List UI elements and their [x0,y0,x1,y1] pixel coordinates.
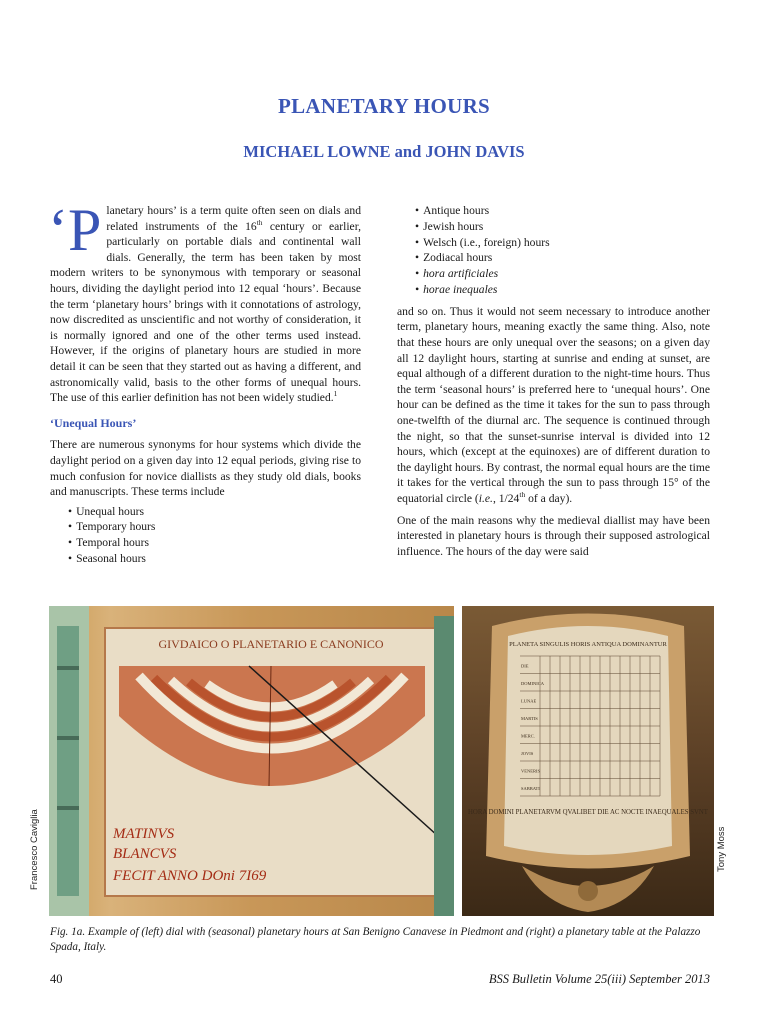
list-item: • horae inequales [415,282,710,298]
sundial-illustration [49,606,454,916]
footnote-marker: 1 [333,389,338,399]
journal-footer: BSS Bulletin Volume 25(iii) September 2013 [488,972,710,986]
table-lower-inscription: HORA DOMINI PLANETARVM QVALIBET DIE AC NOCTE INAEQUALES SVNT [468,809,708,816]
drop-cap: ‘P [48,197,102,263]
table-header: PLANETA SINGULIS HORIS ANTIQUA DOMINANTUR [509,641,667,648]
list-item: • Zodiacal hours [415,250,710,266]
para-text-c: of a day). [525,491,573,505]
table-day-label: MARTIS [521,715,538,721]
para-superscript: th [519,490,526,500]
photo-credit-left: Francesco Caviglia [29,809,40,890]
left-column [48,197,361,567]
table-day-label: JOVIS [521,750,534,756]
table-day-label: DIE [521,663,529,669]
list-item: • hora artificiales [415,266,710,282]
intro-text-b: century or earlier, particularly on portable dials and continental wall dials. Generally, the term has been taken by most modern writers to be synonymous with temporary or seasonal hours, dividing the daylight period into 12 equal ‘hours’. Because the term ‘planetary hours’ brings with it connotations of astrology, now discredited as unscientific and not worthy of consideration, it is normally ignored and one of the other terms used instead. However, if the origins of planetary hours are studied in more detail it can be seen that they started out as having a different, and astronomically valid, basis to the other forms of unequal hours. The use of this earlier definition has not been widely studied. [50,219,361,405]
intro-text-a: lanetary hours’ is a term quite often seen on dials and related instruments of the 16 [106,204,361,233]
figure-caption [50,925,715,955]
table-day-label: LUNAE [521,698,537,704]
article-authors: MICHAEL LOWNE and JOHN DAVIS [243,142,525,161]
list-item: • Jewish hours [415,219,710,235]
dial-signature-3: FECIT ANNO DOni 7I69 [113,868,267,884]
section-heading: ‘Unequal Hours’ [50,415,137,430]
list-item: • Welsch (i.e., foreign) hours [415,235,710,251]
terms-list-continued [397,203,710,298]
list-item: • Seasonal hours [68,551,361,567]
sundial-photo [49,606,454,916]
table-day-label: SABBATI [521,785,540,791]
ie-abbrev: i.e. [478,491,493,505]
figure-label: Fig. 1a. [50,926,86,938]
terms-list [50,504,361,567]
list-item: • Unequal hours [68,504,361,520]
planetary-table-illustration [462,606,714,916]
table-day-label: VENERIS [521,768,540,774]
dial-signature-1: MATINVS [113,826,175,842]
table-day-label: DOMINICA [521,680,544,686]
planetary-table-photo [462,606,714,916]
para-text-b: , 1/24 [492,491,520,505]
table-day-label: MERC. [521,733,535,739]
para-text-a: and so on. Thus it would not seem necessary to introduce another term, planetary hours, meaning exactly the same thing. Also, note that these hours are only unequal over the seasons; on a given day all 12 daylight hours, starting at sunrise and ending at sunset, are equal although of a different duration to the night-time hours. Thus the term ‘seasonal hours’ is preferred here to ‘unequal hours’. One hour can be defined as the time it takes for the sun to pass through one-twelfth of the diurnal arc. The sequence is continued through the night, so that the sunset-sunrise interval is divided into 12 hours, which (except at the equinoxes) are of different duration to the daylight hours. By contrast, the normal equal hours are the time it takes for the vertical through the sun to pass through 15° of the equatorial circle ( [397,304,710,505]
right-column [397,203,710,559]
article-title: PLANETARY HOURS [277,94,491,118]
photo-credit-right: Tony Moss [716,826,727,872]
seasonal-hours-paragraph [397,304,710,507]
intro-superscript: th [256,217,263,227]
list-item: • Temporary hours [68,519,361,535]
list-item: • Temporal hours [68,535,361,551]
figure-caption-text: Example of (left) dial with (seasonal) planetary hours at San Benigno Canavese in Piedmont and (right) a planetary table at the Palazzo Spada, Italy. [50,926,701,953]
terms-paragraph: There are numerous synonyms for hour systems which divide the daylight period on a given day into 12 equal periods, giving rise to much confusion for novice diallists as they study old dials, books and manuscripts. These terms include [50,438,361,499]
dial-top-inscription: GIVDAICO O PLANETARIO E CANONICO [158,637,384,651]
list-item: • Antique hours [415,203,710,219]
dial-signature-2: BLANCVS [113,846,177,862]
intro-paragraph [48,197,361,406]
page-number: 40 [50,972,63,986]
astrology-paragraph: One of the main reasons why the medieval diallist may have been interested in planetary hours is through their supposed astrological influence. The hours of the day were said [397,513,710,558]
